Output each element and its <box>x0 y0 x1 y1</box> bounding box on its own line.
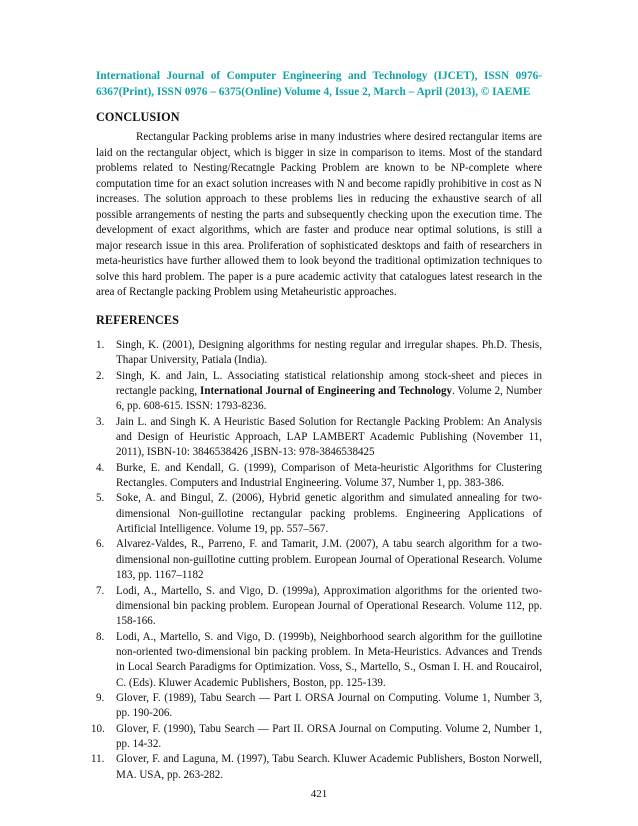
conclusion-heading: CONCLUSION <box>96 110 180 124</box>
reference-text-before: Singh, K. and Jain, L. Associating statistical relationship among stock-sheet and pieces in rectangle packing, <box>116 369 542 398</box>
reference-text: Lodi, A., Martello, S. and Vigo, D. (1999a), Approximation algorithms for the oriented two-dimensional bin packing problem. European Journal of Operational Research. Volume 112, pp. 158-166. <box>116 584 542 628</box>
reference-number: 1. <box>96 339 105 351</box>
reference-item <box>96 338 542 369</box>
reference-item <box>91 722 542 753</box>
reference-number: 4. <box>96 461 105 474</box>
reference-text: Singh, K. (2001), Designing algorithms for nesting regular and irregular shapes. Ph.D. Thesis, Thapar University, Patiala (India). <box>116 339 542 367</box>
reference-item <box>91 752 542 783</box>
reference-text: Soke, A. and Bingul, Z. (2006), Hybrid genetic algorithm and simulated annealing for two-dimensional Non-guillotine rectangular packing problems. Engineering Applications of Artificial Intelligence. Volume 19, pp. 557–567. <box>116 492 542 536</box>
reference-number: 8. <box>96 630 105 643</box>
reference-text-after: . Volume 2, Number 6, pp. 608-615. ISSN: 1793-8236. <box>116 385 542 413</box>
page-number: 421 <box>310 788 328 800</box>
journal-header <box>96 69 542 100</box>
journal-header-line-1: International Journal of Computer Engineering and Technology (IJCET), ISSN 0976- <box>96 70 542 82</box>
reference-number: 5. <box>96 492 105 505</box>
reference-number: 10. <box>91 722 105 735</box>
conclusion-paragraph <box>96 130 542 301</box>
reference-text: Jain L. and Singh K. A Heuristic Based Solution for Rectangle Packing Problem: An Analysis and Design of Heuristic Approach, LAP LAMBERT Academic Publishing (November 11, 2011), ISBN-10: 3846538426 ,ISBN-13: 978-3846538425 <box>116 415 542 459</box>
reference-item <box>96 630 542 691</box>
reference-item <box>96 584 542 630</box>
reference-number: 11. <box>91 753 105 766</box>
reference-number: 6. <box>96 538 105 551</box>
reference-text: Glover, F. and Laguna, M. (1997), Tabu Search. Kluwer Academic Publishers, Boston Norwell, MA. USA, pp. 263-282. <box>116 753 542 781</box>
reference-text: Burke, E. and Kendall, G. (1999), Comparison of Meta-heuristic Algorithms for Clustering Rectangles. Computers and Industrial Engineering. Volume 37, Number 1, pp. 383-386. <box>116 461 542 490</box>
reference-text: Glover, F. (1990), Tabu Search — Part II. ORSA Journal on Computing. Volume 2, Number 1, pp. 14-32. <box>116 722 542 750</box>
reference-number: 2. <box>96 369 105 382</box>
reference-journal-name: International Journal of Engineering and Technology <box>200 385 453 398</box>
references-list <box>91 338 542 783</box>
reference-text: Alvarez-Valdes, R., Parreno, F. and Tamarit, J.M. (2007), A tabu search algorithm for a two-dimensional non-guillotine cutting problem. European Journal of Operational Research. Volume 183, pp. 1167–1182 <box>116 538 542 582</box>
reference-item <box>96 369 542 415</box>
reference-item <box>96 415 542 461</box>
reference-item <box>96 691 542 722</box>
reference-number: 3. <box>96 415 105 428</box>
reference-number: 9. <box>96 691 105 704</box>
reference-item <box>96 461 542 492</box>
reference-item <box>96 537 542 583</box>
reference-number: 7. <box>96 584 105 597</box>
reference-item <box>96 491 542 537</box>
reference-text: Lodi, A., Martello, S. and Vigo, D. (1999b), Neighborhood search algorithm for the guillotine non-oriented two-dimensional bin packing problem. In Meta-Heuristics. Advances and Trends in Local Search Paradigms for Optimization. Voss, S., Martello, S., Osman I. H. and Roucairol, C. (Eds). Kluwer Academic Publishers, Boston, pp. 125-139. <box>116 630 542 689</box>
conclusion-text: Rectangular Packing problems arise in many industries where desired rectangular items are laid on the rectangular object, which is bigger in size in comparison to items. Most of the standard problems related to Nesting/Recatngle Packing Problem are known to be NP-complete where computation time for an exact solution increases with N and become rapidly prohibitive in cost as N increases. The solution approach to these problems lies in reducing the exhaustive search of all possible arrangements of nesting the parts and subsequently checking upon the execution time. The development of exact algorithms, which are faster and produce near optimal solutions, is still a major research issue in this area. Proliferation of sophisticated desktops and faith of researchers in meta-heuristics have further allowed them to look beyond the traditional optimization techniques to solve this hard problem. The paper is a pure academic activity that catalogues latest research in the area of Rectangle packing Problem using Metaheuristic approaches. <box>96 131 542 299</box>
reference-text: Glover, F. (1989), Tabu Search — Part I. ORSA Journal on Computing. Volume 1, Number 3, pp. 190-206. <box>116 691 542 720</box>
journal-header-line-2: 6367(Print), ISSN 0976 – 6375(Online) Volume 4, Issue 2, March – April (2013), © IAEME <box>96 85 531 98</box>
references-heading: REFERENCES <box>96 313 179 327</box>
